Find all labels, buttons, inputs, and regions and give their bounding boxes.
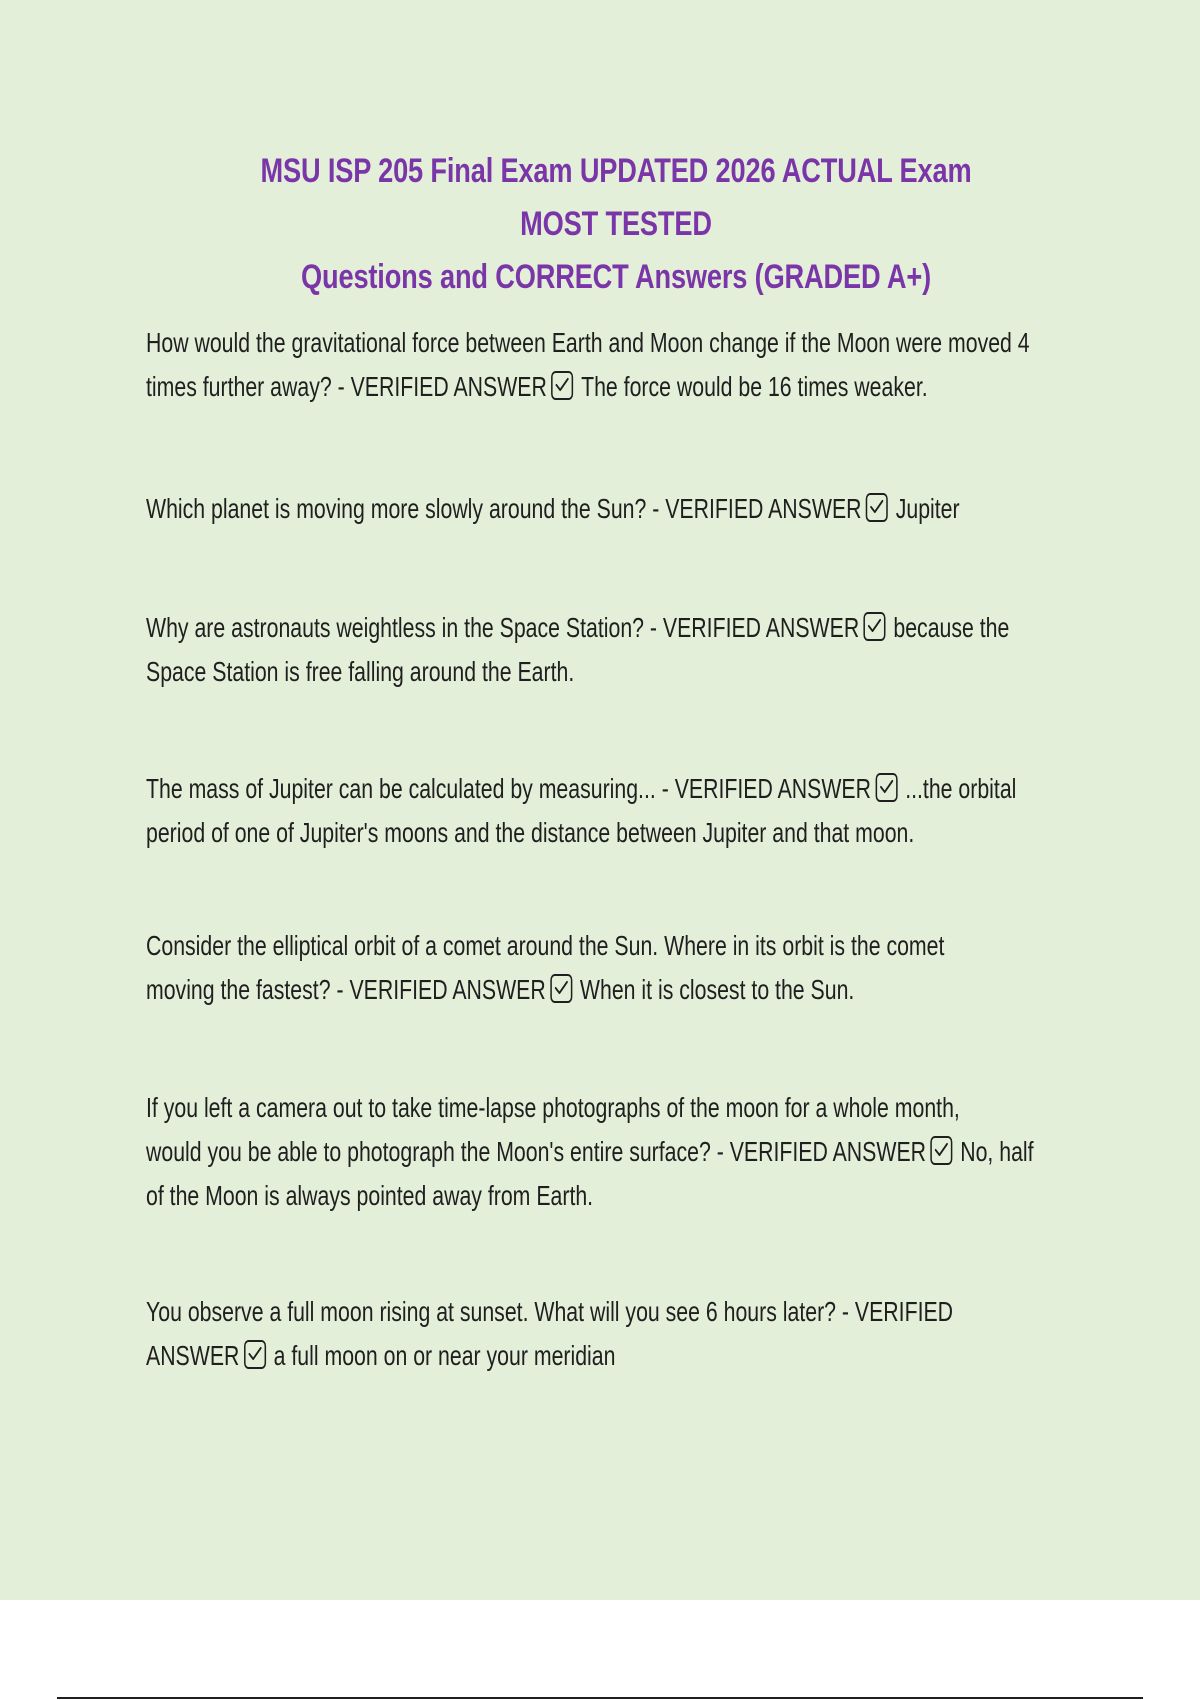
question-text: How would the gravitational force between Earth and Moon change if the Moon were moved 4 [146,327,1030,358]
question-text: Consider the elliptical orbit of a comet around the Sun. Where in its orbit is the comet [146,930,945,961]
question-text: If you left a camera out to take time-lapse photographs of the moon for a whole month, [146,1092,960,1123]
question-text: would you be able to photograph the Moon's entire surface? - VERIFIED ANSWER [146,1136,927,1167]
answer-text: No, half [960,1136,1034,1167]
question-text: moving the fastest? - VERIFIED ANSWER [146,974,546,1005]
checkbox-check-icon [551,371,573,400]
answer-text: Space Station is free falling around the Earth. [146,656,575,687]
qa-item [146,767,1088,855]
checkbox-check-icon [876,773,898,802]
answer-text: The force would be 16 times weaker. [581,371,928,402]
answer-text: When it is closest to the Sun. [579,974,855,1005]
question-text: ANSWER [146,1340,240,1371]
checkbox-check-icon [866,493,888,522]
question-text: Which planet is moving more slowly around the Sun? - VERIFIED ANSWER [146,493,862,524]
answer-text: period of one of Jupiter's moons and the distance between Jupiter and that moon. [146,817,915,848]
question-text: The mass of Jupiter can be calculated by measuring... - VERIFIED ANSWER [146,773,871,804]
answer-text: ...the orbital [905,773,1017,804]
question-text: Why are astronauts weightless in the Space Station? - VERIFIED ANSWER [146,612,860,643]
qa-item [146,321,1088,409]
title-line-1: MSU ISP 205 Final Exam UPDATED 2026 ACTUAL Exam MOST TESTED [260,152,972,243]
answer-text: a full moon on or near your meridian [273,1340,616,1371]
qa-item [146,1290,1088,1378]
qa-item [146,487,1088,531]
question-text: times further away? - VERIFIED ANSWER [146,371,547,402]
title-line-2: Questions and CORRECT Answers (GRADED A+) [301,258,931,296]
checkbox-check-icon [550,974,572,1003]
answer-text: of the Moon is always pointed away from Earth. [146,1180,594,1211]
qa-item [146,606,1088,694]
answer-text: because the [893,612,1010,643]
question-text: You observe a full moon rising at sunset. What will you see 6 hours later? - VERIFIED [146,1296,954,1327]
document-title [227,145,1005,304]
qa-item [146,1086,1088,1218]
checkbox-check-icon [931,1136,953,1165]
footer-divider [57,1697,1143,1699]
answer-text: Jupiter [895,493,960,524]
checkbox-check-icon [244,1340,266,1369]
checkbox-check-icon [864,612,886,641]
qa-item [146,924,1088,1012]
